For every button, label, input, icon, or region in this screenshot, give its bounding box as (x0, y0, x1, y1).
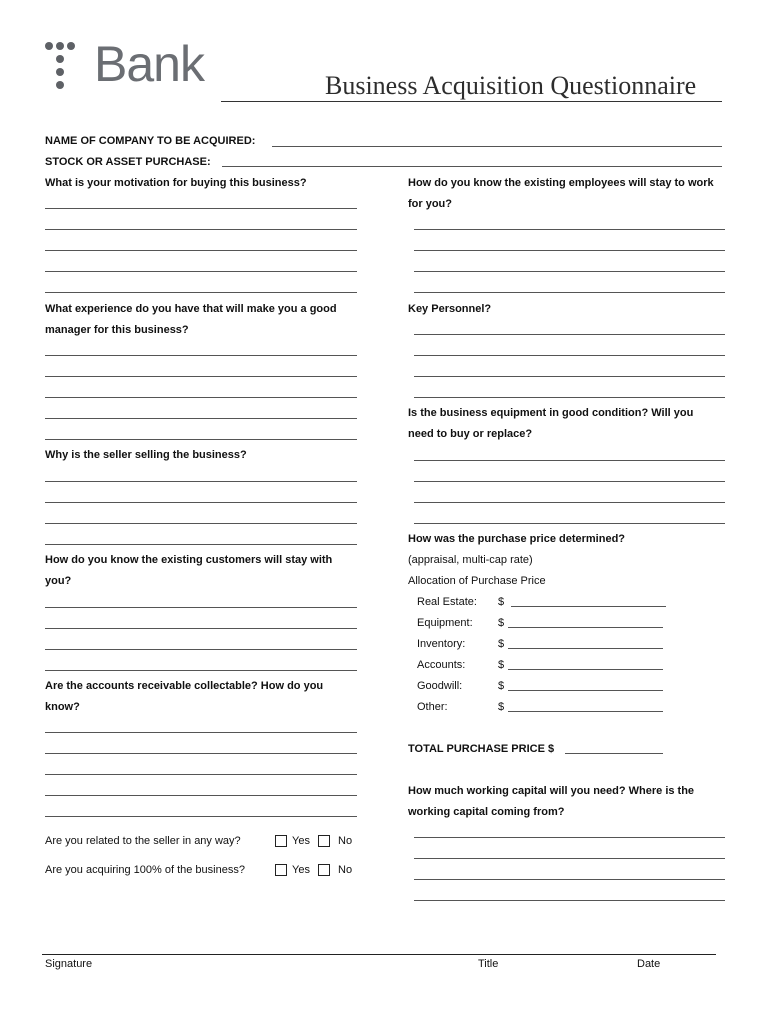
answer-line[interactable] (414, 460, 725, 461)
answer-line[interactable] (45, 523, 357, 524)
answer-line[interactable] (414, 250, 725, 251)
currency-symbol: $ (498, 596, 505, 608)
question-customers-cont: you? (45, 575, 72, 587)
question-employees: How do you know the existing employees will stay to work (408, 177, 714, 189)
allocation-label: Allocation of Purchase Price (408, 575, 546, 587)
question-motivation: What is your motivation for buying this business? (45, 177, 307, 189)
currency-symbol: $ (498, 617, 505, 629)
answer-line[interactable] (45, 439, 357, 440)
acquiring-yes-checkbox[interactable] (275, 864, 287, 876)
question-experience-cont: manager for this business? (45, 324, 189, 336)
title-label: Title (478, 958, 499, 970)
answer-line[interactable] (45, 229, 357, 230)
answer-line[interactable] (45, 397, 357, 398)
question-related: Are you related to the seller in any way? (45, 835, 241, 847)
answer-line[interactable] (414, 837, 725, 838)
question-equipment-cont: need to buy or replace? (408, 428, 533, 440)
title-rule (221, 101, 722, 102)
signature-line[interactable] (42, 954, 716, 955)
answer-line[interactable] (45, 732, 357, 733)
answer-line[interactable] (414, 376, 725, 377)
question-price: How was the purchase price determined? (408, 533, 626, 545)
answer-line[interactable] (414, 879, 725, 880)
yes-label: Yes (292, 864, 310, 876)
answer-line[interactable] (414, 271, 725, 272)
answer-line[interactable] (414, 481, 725, 482)
answer-line[interactable] (414, 502, 725, 503)
question-employees-cont: for you? (408, 198, 452, 210)
allocation-field-equipment[interactable] (508, 627, 663, 628)
allocation-label-goodwill: Goodwill: (417, 680, 463, 692)
allocation-label-equipment: Equipment: (417, 617, 473, 629)
total-price-label: TOTAL PURCHASE PRICE $ (408, 743, 555, 755)
allocation-field-other[interactable] (508, 711, 663, 712)
currency-symbol: $ (498, 680, 505, 692)
answer-line[interactable] (45, 208, 357, 209)
allocation-field-accounts[interactable] (508, 669, 663, 670)
answer-line[interactable] (414, 900, 725, 901)
answer-line[interactable] (45, 670, 357, 671)
answer-line[interactable] (414, 397, 725, 398)
allocation-label-real-estate: Real Estate: (417, 596, 477, 608)
date-label: Date (637, 958, 661, 970)
answer-line[interactable] (414, 229, 725, 230)
question-customers: How do you know the existing customers will stay with (45, 554, 333, 566)
answer-line[interactable] (45, 753, 357, 754)
answer-line[interactable] (45, 481, 357, 482)
yes-label: Yes (292, 835, 310, 847)
answer-line[interactable] (414, 523, 725, 524)
question-receivable-cont: know? (45, 701, 80, 713)
bank-logo-text: Bank (94, 36, 204, 92)
answer-line[interactable] (45, 292, 357, 293)
answer-line[interactable] (45, 250, 357, 251)
allocation-field-real-estate[interactable] (511, 606, 666, 607)
purchase-type-label: STOCK OR ASSET PURCHASE: (45, 156, 211, 168)
answer-line[interactable] (45, 628, 357, 629)
currency-symbol: $ (498, 638, 505, 650)
currency-symbol: $ (498, 659, 505, 671)
answer-line[interactable] (45, 795, 357, 796)
answer-line[interactable] (414, 858, 725, 859)
answer-line[interactable] (414, 334, 725, 335)
answer-line[interactable] (45, 607, 357, 608)
question-key-personnel: Key Personnel? (408, 303, 492, 315)
signature-label: Signature (45, 958, 93, 970)
question-capital-cont: working capital coming from? (408, 806, 565, 818)
question-experience: What experience do you have that will make you a good (45, 303, 337, 315)
price-note: (appraisal, multi-cap rate) (408, 554, 533, 566)
no-label: No (338, 835, 353, 847)
answer-line[interactable] (45, 774, 357, 775)
purchase-type-field[interactable] (222, 166, 722, 167)
allocation-label-accounts: Accounts: (417, 659, 466, 671)
currency-symbol: $ (498, 701, 505, 713)
total-price-field[interactable] (565, 753, 663, 754)
answer-line[interactable] (45, 816, 357, 817)
acquiring-no-checkbox[interactable] (318, 864, 330, 876)
answer-line[interactable] (45, 502, 357, 503)
question-receivable: Are the accounts receivable collectable? How do you (45, 680, 324, 692)
answer-line[interactable] (414, 292, 725, 293)
answer-line[interactable] (45, 271, 357, 272)
bank-logo-mark (45, 42, 75, 90)
allocation-field-goodwill[interactable] (508, 690, 663, 691)
question-equipment: Is the business equipment in good condition? Will you (408, 407, 694, 419)
question-capital: How much working capital will you need? Where is the (408, 785, 695, 797)
no-label: No (338, 864, 353, 876)
allocation-field-inventory[interactable] (508, 648, 663, 649)
question-acquiring: Are you acquiring 100% of the business? (45, 864, 245, 876)
answer-line[interactable] (45, 355, 357, 356)
page-title: Business Acquisition Questionnaire (325, 71, 697, 100)
question-seller: Why is the seller selling the business? (45, 449, 247, 461)
answer-line[interactable] (45, 418, 357, 419)
allocation-label-inventory: Inventory: (417, 638, 466, 650)
company-name-field[interactable] (272, 146, 722, 147)
related-no-checkbox[interactable] (318, 835, 330, 847)
allocation-label-other: Other: (417, 701, 448, 713)
related-yes-checkbox[interactable] (275, 835, 287, 847)
company-name-label: NAME OF COMPANY TO BE ACQUIRED: (45, 135, 256, 147)
answer-line[interactable] (45, 649, 357, 650)
answer-line[interactable] (45, 376, 357, 377)
answer-line[interactable] (45, 544, 357, 545)
answer-line[interactable] (414, 355, 725, 356)
